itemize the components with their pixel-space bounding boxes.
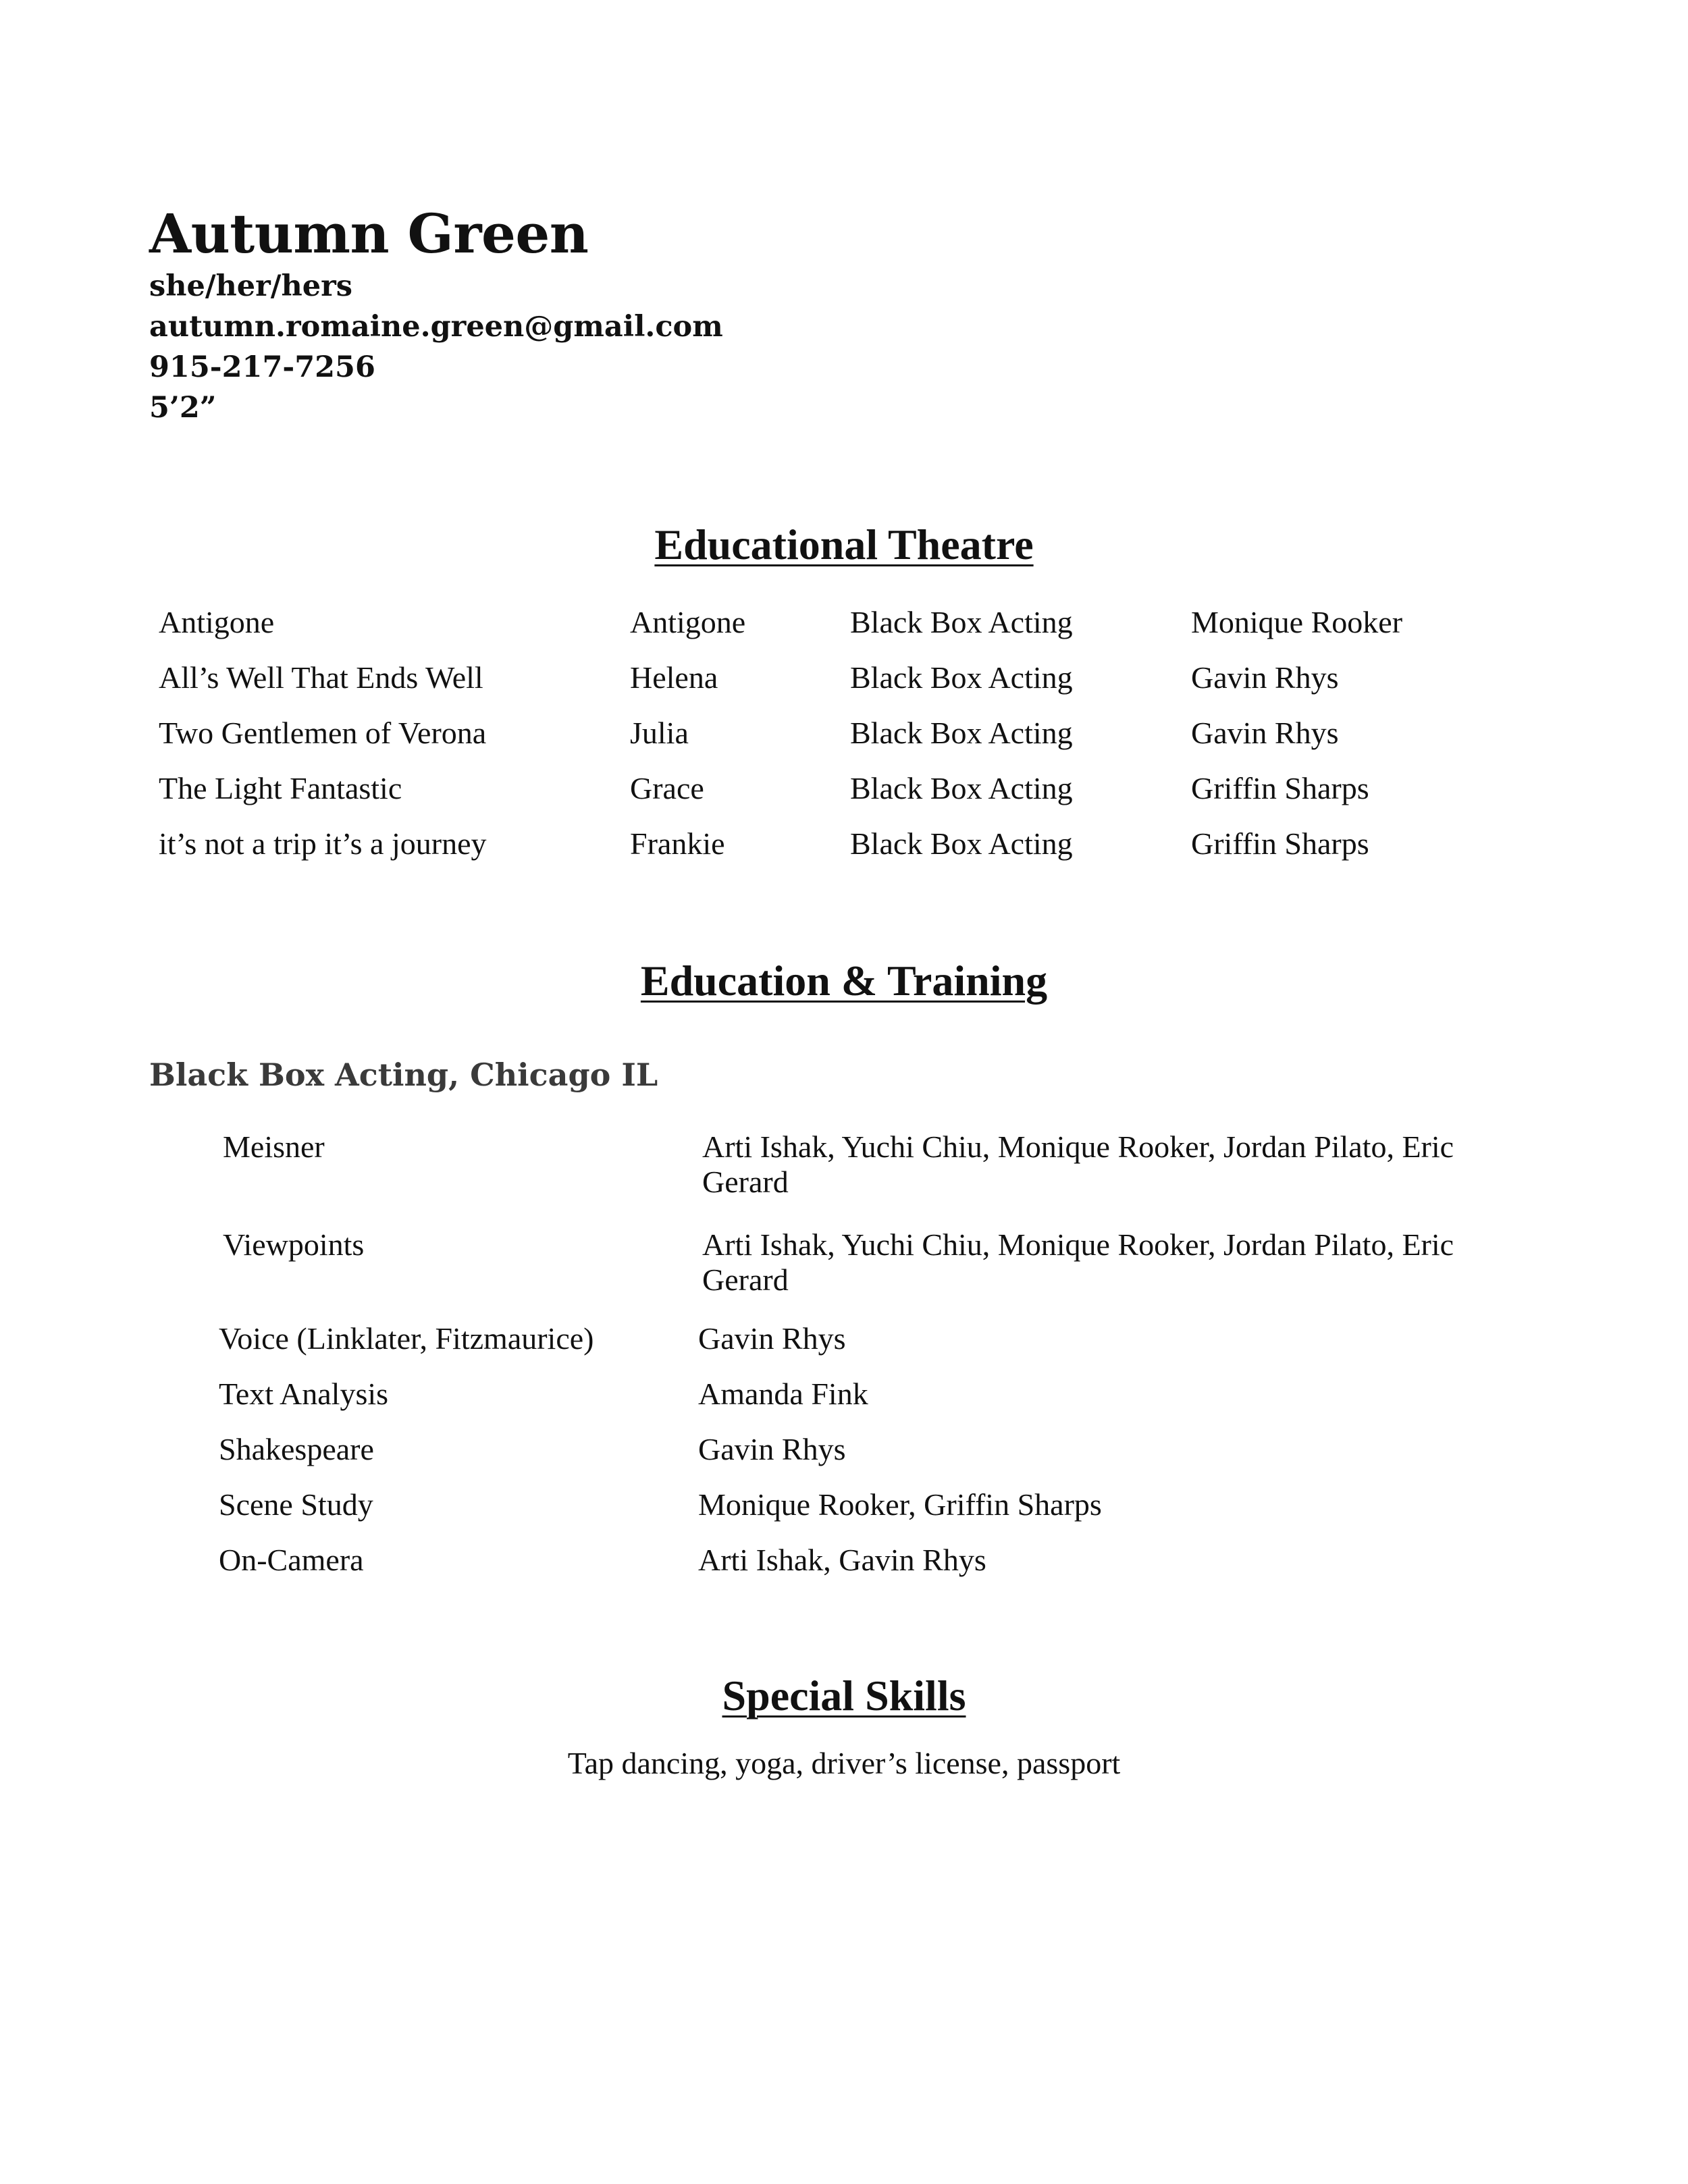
email: autumn.romaine.green@gmail.com — [149, 310, 723, 344]
height: 5’2” — [149, 391, 217, 425]
training-subject: Meisner — [223, 1129, 325, 1164]
director: Griffin Sharps — [1191, 826, 1369, 861]
role: Helena — [630, 660, 718, 695]
training-subject: Text Analysis — [219, 1377, 389, 1411]
special-skills-text: Tap dancing, yoga, driver’s license, passport — [567, 1746, 1121, 1780]
training-instructors: Arti Ishak, Yuchi Chiu, Monique Rooker, Jordan Pilato, Eric Gerard — [702, 1129, 1454, 1199]
training-subject: Shakespeare — [219, 1432, 374, 1466]
school-name: Black Box Acting, Chicago IL — [149, 1057, 658, 1093]
pronouns: she/her/hers — [149, 269, 352, 303]
production: The Light Fantastic — [159, 771, 402, 805]
role: Grace — [630, 771, 704, 805]
venue: Black Box Acting — [850, 605, 1073, 639]
role: Frankie — [630, 826, 725, 861]
director: Monique Rooker — [1191, 605, 1403, 639]
theatre-row — [0, 715, 1688, 755]
section-title-special-skills: Special Skills — [722, 1672, 966, 1720]
section-title-educational-theatre: Educational Theatre — [654, 521, 1034, 568]
production: Antigone — [159, 605, 275, 639]
director: Gavin Rhys — [1191, 716, 1339, 750]
training-subject: Scene Study — [219, 1487, 373, 1522]
director: Gavin Rhys — [1191, 660, 1339, 695]
candidate-name: Autumn Green — [149, 202, 589, 265]
theatre-row — [0, 770, 1688, 811]
training-instructors: Gavin Rhys — [698, 1432, 846, 1466]
production: Two Gentlemen of Verona — [159, 716, 487, 750]
production: All’s Well That Ends Well — [159, 660, 483, 695]
venue: Black Box Acting — [850, 660, 1073, 695]
director: Griffin Sharps — [1191, 771, 1369, 805]
theatre-row — [0, 604, 1688, 645]
production: it’s not a trip it’s a journey — [159, 826, 487, 861]
resume-header — [149, 201, 723, 428]
training-subject: Voice (Linklater, Fitzmaurice) — [219, 1321, 594, 1356]
venue: Black Box Acting — [850, 771, 1073, 805]
theatre-row — [0, 826, 1688, 866]
training-instructors: Arti Ishak, Yuchi Chiu, Monique Rooker, Jordan Pilato, Eric Gerard — [702, 1227, 1454, 1297]
role: Antigone — [630, 605, 746, 639]
section-title-education-training: Education & Training — [640, 957, 1048, 1005]
role: Julia — [630, 716, 689, 750]
training-instructors: Gavin Rhys — [698, 1321, 846, 1356]
phone: 915-217-7256 — [149, 350, 375, 384]
venue: Black Box Acting — [850, 826, 1073, 861]
training-instructors: Arti Ishak, Gavin Rhys — [698, 1543, 986, 1577]
training-subject: Viewpoints — [223, 1227, 365, 1262]
training-instructors: Amanda Fink — [698, 1377, 868, 1411]
training-subject: On-Camera — [219, 1543, 364, 1577]
theatre-row — [0, 660, 1688, 700]
venue: Black Box Acting — [850, 716, 1073, 750]
training-instructors: Monique Rooker, Griffin Sharps — [698, 1487, 1102, 1522]
